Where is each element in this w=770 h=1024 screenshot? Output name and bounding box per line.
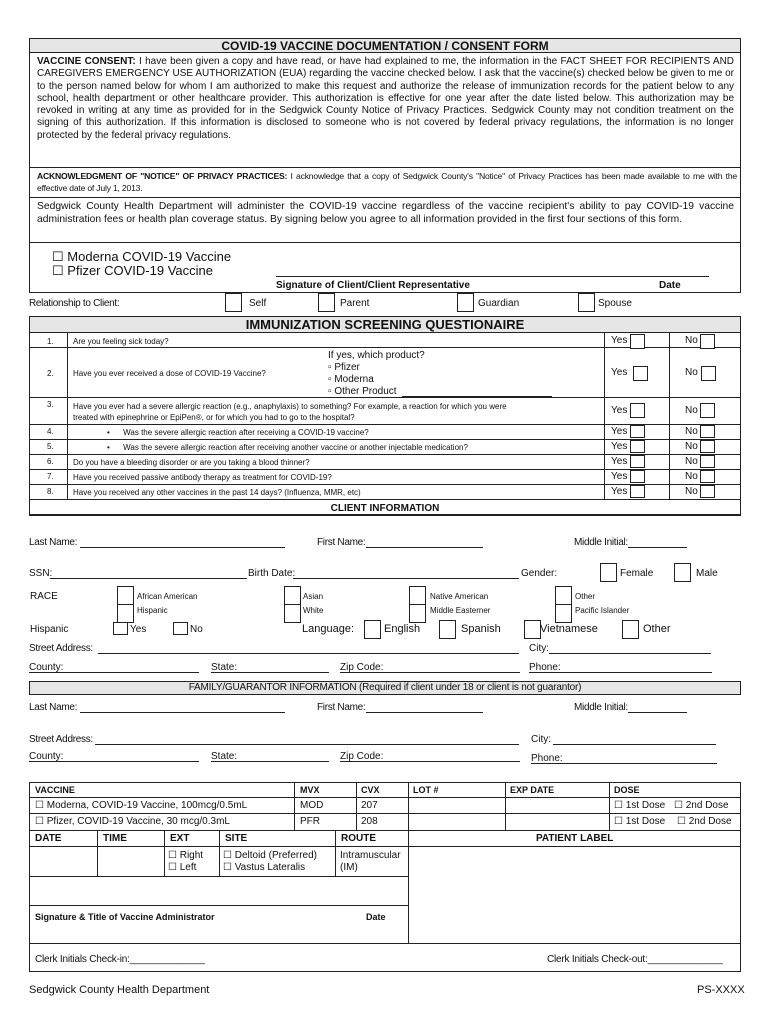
race-middle-easterner: Middle Easterner <box>430 606 491 615</box>
q1-text: Are you feeling sick today? <box>73 337 169 346</box>
ext-left-option[interactable]: ☐ Left <box>168 862 197 873</box>
admin-pfizer-mvx: PFR <box>300 816 320 827</box>
client-last-name-input[interactable] <box>80 547 285 548</box>
q4-no-checkbox[interactable] <box>700 425 715 438</box>
hispanic-no-label: No <box>190 624 203 635</box>
guarantor-city-label: City: <box>531 734 551 745</box>
client-info-title: CLIENT INFORMATION <box>330 503 440 514</box>
q4-num: 4. <box>47 427 54 436</box>
q1-yes-checkbox[interactable] <box>630 334 645 349</box>
q3-num: 3. <box>47 400 54 409</box>
hispanic-yes-label: Yes <box>130 624 147 635</box>
guarantor-middle-initial-label: Middle Initial: <box>574 702 628 713</box>
route-intramuscular: Intramuscular <box>340 850 401 861</box>
language-label: Language: <box>302 623 354 635</box>
q7-no-label: No <box>685 471 698 482</box>
race-checkbox-8[interactable] <box>555 604 572 623</box>
hispanic-yes-checkbox[interactable] <box>113 622 128 635</box>
q7-num: 7. <box>47 472 54 481</box>
q6-num: 6. <box>47 457 54 466</box>
ext-right-option[interactable]: ☐ Right <box>168 850 204 861</box>
birth-date-input[interactable] <box>293 578 519 579</box>
admin-header-ext: EXT <box>170 833 190 844</box>
female-label: Female <box>620 568 654 579</box>
client-first-name-input[interactable] <box>366 547 483 548</box>
pfizer-option[interactable]: ☐ Pfizer COVID-19 Vaccine <box>52 263 213 278</box>
admin-pfizer-dose1[interactable]: ☐ 1st Dose <box>614 816 666 827</box>
admin-moderna-dose2[interactable]: ☐ 2nd Dose <box>674 800 729 811</box>
consent-paragraph <box>37 56 734 142</box>
guarantor-county-input[interactable] <box>29 761 199 762</box>
client-middle-initial-input[interactable] <box>628 547 687 548</box>
guarantor-zip-input[interactable] <box>340 761 520 762</box>
signature-date-label: Date <box>659 280 681 291</box>
hispanic-label: Hispanic <box>30 624 69 635</box>
q2-text: Have you ever received a dose of COVID-19 Vaccine? <box>73 369 266 378</box>
route-im: (IM) <box>340 862 358 873</box>
client-county-label: County: <box>29 662 64 673</box>
guarantor-phone-label: Phone: <box>531 753 563 764</box>
language-vietnamese-checkbox[interactable] <box>524 620 541 639</box>
admin-header-site: SITE <box>225 833 248 844</box>
site-deltoid-option[interactable]: ☐ Deltoid (Preferred) <box>223 850 317 861</box>
ack-paragraph <box>37 170 737 194</box>
language-vietnamese: Vietnamese <box>540 623 598 635</box>
q7-yes-checkbox[interactable] <box>630 470 645 483</box>
other-product-label: Other Product <box>334 386 397 397</box>
ack-text: I acknowledge that a copy of Sedgwick County's "Notice" of Privacy Practices has been made available to me with the effective date of July 1, 2013. <box>37 171 737 193</box>
race-other: Other <box>575 592 596 601</box>
admin-moderna-cvx: 207 <box>361 800 378 811</box>
admin-header-mvx: MVX <box>300 785 320 795</box>
q3-yes-label: Yes <box>611 405 628 416</box>
admin-header-cvx: CVX <box>361 785 380 795</box>
q6-no-checkbox[interactable] <box>700 455 715 468</box>
ssn-label: SSN: <box>29 568 53 579</box>
consent-label: VACCINE CONSENT: <box>37 56 136 67</box>
q2-product-pfizer[interactable]: ▫ Pfizer <box>328 362 360 373</box>
self-label: Self <box>249 298 267 309</box>
q7-no-checkbox[interactable] <box>700 470 715 483</box>
client-county-input[interactable] <box>29 672 199 673</box>
language-other: Other <box>643 623 671 635</box>
admin-pfizer-dose2[interactable]: ☐ 2nd Dose <box>677 816 732 827</box>
guarantor-state-label: State: <box>211 751 238 762</box>
client-phone-label: Phone: <box>529 662 561 673</box>
ack-label: ACKNOWLEDGMENT OF "NOTICE" OF PRIVACY PRACTICES: <box>37 171 288 181</box>
clerk-checkin[interactable]: Clerk Initials Check-in:______________ <box>35 954 205 965</box>
male-checkbox[interactable] <box>674 563 691 582</box>
race-checkbox-7[interactable] <box>555 586 572 605</box>
q3-yes-checkbox[interactable] <box>630 403 645 418</box>
self-checkbox[interactable] <box>225 293 242 312</box>
moderna-option[interactable]: ☐ Moderna COVID-19 Vaccine <box>52 249 232 264</box>
race-african-american: African American <box>137 592 198 601</box>
moderna-option-label: Moderna COVID-19 Vaccine <box>67 249 232 264</box>
guarantor-county-label: County: <box>29 751 64 762</box>
site-vastus-option[interactable]: ☐ Vastus Lateralis <box>223 862 306 873</box>
q8-text: Have you received any other vaccines in the past 14 days? (Influenza, MMR, etc) <box>73 488 361 497</box>
q2-yes-checkbox[interactable] <box>633 366 648 381</box>
guarantor-title: FAMILY/GUARANTOR INFORMATION (Required if client under 18 or client is not guarantor) <box>188 682 582 693</box>
footer-department: Sedgwick County Health Department <box>29 984 210 996</box>
client-phone-input[interactable] <box>529 672 712 673</box>
spouse-label: Spouse <box>598 298 632 309</box>
q2-no-label: No <box>685 367 698 378</box>
race-checkbox-2[interactable] <box>117 604 134 623</box>
race-checkbox-3[interactable] <box>284 586 301 605</box>
q1-no-checkbox[interactable] <box>700 334 715 349</box>
admin-header-dose: DOSE <box>614 785 640 795</box>
admin-header-vaccine: VACCINE <box>35 785 75 795</box>
race-white: White <box>303 606 324 615</box>
moderna-product-label: Moderna <box>334 374 374 385</box>
guarantor-phone-input[interactable] <box>531 763 717 764</box>
clerk-checkout[interactable]: Clerk Initials Check-out:______________ <box>547 954 723 965</box>
q8-yes-checkbox[interactable] <box>630 485 645 498</box>
client-zip-label: Zip Code: <box>340 662 384 673</box>
ssn-input[interactable] <box>50 578 247 579</box>
q4-yes-checkbox[interactable] <box>630 425 645 438</box>
q8-no-checkbox[interactable] <box>700 485 715 498</box>
admin-moderna-mvx: MOD <box>300 800 324 811</box>
race-checkbox-5[interactable] <box>409 586 426 605</box>
q1-num: 1. <box>47 337 54 346</box>
guarantor-first-name-label: First Name: <box>317 702 366 713</box>
other-product-line[interactable] <box>402 396 552 397</box>
q4-yes-label: Yes <box>611 426 628 437</box>
q3-text-line2: treated with epinephrine or EpiPen®, or for which you had to go to the hospital? <box>73 413 355 422</box>
admin-moderna-dose1[interactable]: ☐ 1st Dose <box>614 800 666 811</box>
q8-no-label: No <box>685 486 698 497</box>
q2-yes-label: Yes <box>611 367 628 378</box>
client-last-name-label: Last Name: <box>29 537 78 548</box>
q6-yes-label: Yes <box>611 456 628 467</box>
spouse-checkbox[interactable] <box>578 293 595 312</box>
guardian-checkbox[interactable] <box>457 293 474 312</box>
client-middle-initial-label: Middle Initial: <box>574 537 628 548</box>
footer-form-id: PS-XXXX <box>697 984 745 996</box>
race-asian: Asian <box>303 592 324 601</box>
q1-yes-label: Yes <box>611 335 628 346</box>
q4-text-content: Was the severe allergic reaction after receiving a COVID-19 vaccine? <box>123 428 369 437</box>
q5-yes-checkbox[interactable] <box>630 440 645 453</box>
q2-product-prompt: If yes, which product? <box>328 350 425 361</box>
admin-header-date: DATE <box>35 833 62 844</box>
q4-no-label: No <box>685 426 698 437</box>
q6-yes-checkbox[interactable] <box>630 455 645 468</box>
q6-no-label: No <box>685 456 698 467</box>
form-title: COVID-19 VACCINE DOCUMENTATION / CONSENT FORM <box>221 39 549 53</box>
guarantor-street-label: Street Address: <box>29 734 93 745</box>
race-label: RACE <box>30 591 58 602</box>
guarantor-street-input[interactable] <box>95 744 519 745</box>
guardian-label: Guardian <box>478 298 520 309</box>
admin-moderna-row[interactable]: ☐ Moderna, COVID-19 Vaccine, 100mcg/0.5mL <box>35 800 248 811</box>
admin-pfizer-cvx: 208 <box>361 816 378 827</box>
race-hispanic: Hispanic <box>137 606 168 615</box>
admin-paragraph: Sedgwick County Health Department will administer the COVID-19 vaccine regardless of the vaccine recipient's ability to pay COVID-19 vaccine administration fees or health plan coverage status. By signing below you agree to all information provided in the first four sections of this form. <box>37 201 734 225</box>
q7-yes-label: Yes <box>611 471 628 482</box>
client-first-name-label: First Name: <box>317 537 366 548</box>
client-street-input[interactable] <box>98 653 519 654</box>
guarantor-middle-initial-input[interactable] <box>628 712 687 713</box>
race-checkbox-4[interactable] <box>284 604 301 623</box>
q5-no-checkbox[interactable] <box>700 440 715 453</box>
client-city-input[interactable] <box>549 653 711 654</box>
q5-text-content: Was the severe allergic reaction after receiving another vaccine or another injectable medication? <box>123 443 468 452</box>
guarantor-first-name-input[interactable] <box>366 712 483 713</box>
q5-text: • Was the severe allergic reaction after receiving another vaccine or another injectable medication? <box>107 443 468 452</box>
q2-no-checkbox[interactable] <box>701 366 716 381</box>
q1-no-label: No <box>685 335 698 346</box>
language-spanish-checkbox[interactable] <box>439 620 456 639</box>
female-checkbox[interactable] <box>600 563 617 582</box>
q2-product-other[interactable]: ▫ Other Product <box>328 386 397 397</box>
language-english: English <box>384 623 421 635</box>
birth-date-label: Birth Date: <box>248 568 296 579</box>
administrator-date-label: Date <box>366 912 386 922</box>
hispanic-no-checkbox[interactable] <box>173 622 188 635</box>
language-other-checkbox[interactable] <box>622 620 639 639</box>
race-pacific-islander: Pacific Islander <box>575 606 630 615</box>
parent-checkbox[interactable] <box>318 293 335 312</box>
q6-text: Do you have a bleeding disorder or are you taking a blood thinner? <box>73 458 310 467</box>
language-spanish: Spanish <box>461 623 501 635</box>
admin-header-time: TIME <box>103 833 127 844</box>
client-city-label: City: <box>529 643 549 654</box>
q5-yes-label: Yes <box>611 441 628 452</box>
male-label: Male <box>696 568 718 579</box>
signature-line[interactable] <box>276 276 709 277</box>
q2-num: 2. <box>47 369 54 378</box>
guarantor-last-name-input[interactable] <box>80 712 285 713</box>
language-english-checkbox[interactable] <box>364 620 381 639</box>
relationship-label: Relationship to Client: <box>29 298 120 309</box>
admin-header-lot: LOT # <box>413 785 439 795</box>
admin-pfizer-row[interactable]: ☐ Pfizer, COVID-19 Vaccine, 30 mcg/0.3mL <box>35 816 230 827</box>
parent-label: Parent <box>340 298 370 309</box>
race-checkbox-1[interactable] <box>117 586 134 605</box>
client-street-label: Street Address: <box>29 643 93 654</box>
admin-header-route: ROUTE <box>341 833 376 844</box>
q4-text: • Was the severe allergic reaction after receiving a COVID-19 vaccine? <box>107 428 369 437</box>
pfizer-product-label: Pfizer <box>334 362 360 373</box>
client-state-label: State: <box>211 662 238 673</box>
guarantor-last-name-label: Last Name: <box>29 702 78 713</box>
admin-header-exp-date: EXP DATE <box>510 785 555 795</box>
q8-num: 8. <box>47 487 54 496</box>
guarantor-zip-label: Zip Code: <box>340 751 384 762</box>
admin-header-patient-label: PATIENT LABEL <box>536 833 614 844</box>
administrator-signature-label: Signature & Title of Vaccine Administrator <box>35 912 215 922</box>
q2-product-moderna[interactable]: ▫ Moderna <box>328 374 374 385</box>
race-native-american: Native American <box>430 592 489 601</box>
q3-no-checkbox[interactable] <box>700 403 715 418</box>
signature-label: Signature of Client/Client Representative <box>276 280 470 291</box>
pfizer-option-label: Pfizer COVID-19 Vaccine <box>67 263 213 278</box>
consent-text: I have been given a copy and have read, or have had explained to me, the information in the FACT SHEET FOR RECIPIENTS AND CAREGIVERS EMERGENCY USE AUTHORIZATION (EUA) regarding the vaccine checked below. I ask that the vaccine(s) checked below be given to me or to the person named below for whom I am authorized to make this request and authorize the release of immunization records for the patient below to any school, health department or other healthcare provider. This authorization is effective for one year after the date listed below. This authorization may be revoked in writing at any time as provided for in the Sedgwick County Notice of Privacy Practices. Sedgwick County may not condition treatment on the signing of this authorization. If this information is disclosed to someone who is not covered by federal privacy regulations, the information is no longer protected by the federal privacy regulations. <box>37 56 735 141</box>
race-checkbox-6[interactable] <box>409 604 426 623</box>
client-state-input[interactable] <box>211 672 329 673</box>
screening-title: IMMUNIZATION SCREENING QUESTIONAIRE <box>245 317 525 332</box>
q3-no-label: No <box>685 405 698 416</box>
q8-yes-label: Yes <box>611 486 628 497</box>
q5-num: 5. <box>47 442 54 451</box>
q5-no-label: No <box>685 441 698 452</box>
q3-text: Have you ever had a severe allergic reaction (e.g., anaphylaxis) to something? For example, a reaction for which you were <box>73 402 507 411</box>
guarantor-state-input[interactable] <box>211 761 329 762</box>
gender-label: Gender: <box>521 568 558 579</box>
q7-text: Have you received passive antibody therapy as treatment for COVID-19? <box>73 473 332 482</box>
client-zip-input[interactable] <box>340 672 520 673</box>
guarantor-city-input[interactable] <box>553 744 716 745</box>
